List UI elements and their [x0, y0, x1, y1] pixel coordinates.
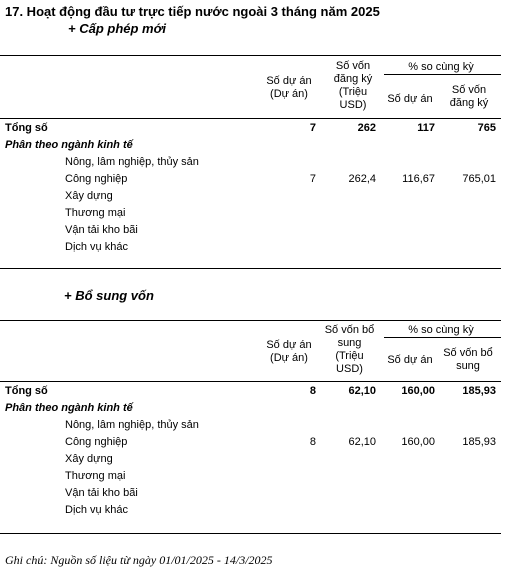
header-bottom-border	[0, 381, 501, 382]
total-label: Tổng số	[5, 122, 48, 134]
header-group-underline	[384, 74, 501, 75]
header-group-underline	[384, 337, 501, 338]
footnote: Ghi chú: Nguồn số liệu từ ngày 01/01/2025 - 14/3/2025	[5, 553, 273, 567]
total-capital: 62,10	[348, 385, 376, 397]
table-top-border	[0, 320, 501, 321]
group-label: Phân theo ngành kinh tế	[5, 139, 133, 151]
header-pct-capital: Số vốn đăng ký	[449, 84, 489, 109]
row-pct-projects: 116,67	[402, 173, 435, 185]
header-pct-group: % so cùng kỳ	[408, 61, 474, 73]
row-label: Nông, lâm nghiệp, thủy sản	[65, 419, 199, 431]
table-top-border	[0, 55, 501, 56]
header-capital: Số vốn bổ sung (Triệu USD)	[324, 324, 375, 375]
row-label: Xây dựng	[65, 190, 113, 202]
section-subtitle-new-license: + Cấp phép mới	[68, 21, 166, 36]
section-subtitle-capital-addition: + Bổ sung vốn	[64, 288, 154, 303]
page-title: 17. Hoạt động đầu tư trực tiếp nước ngoài 3 tháng năm 2025	[5, 4, 380, 19]
table-bottom-border	[0, 268, 501, 269]
row-label: Thương mại	[65, 470, 126, 482]
total-pct-capital: 765	[477, 122, 496, 134]
row-label: Dịch vụ khác	[65, 241, 128, 253]
total-capital: 262	[357, 122, 376, 134]
group-label: Phân theo ngành kinh tế	[5, 402, 133, 414]
table-bottom-border	[0, 533, 501, 534]
row-capital: 62,10	[348, 436, 376, 448]
total-pct-capital: 185,93	[462, 385, 496, 397]
row-projects: 7	[309, 173, 316, 185]
header-projects: Số dự án (Dự án)	[266, 339, 312, 364]
total-label: Tổng số	[5, 385, 48, 397]
row-label: Nông, lâm nghiệp, thủy sản	[65, 156, 199, 168]
header-pct-projects: Số dự án	[387, 93, 433, 105]
row-label: Công nghiệp	[65, 173, 128, 185]
header-pct-group: % so cùng kỳ	[408, 324, 474, 336]
row-label: Công nghiệp	[65, 436, 128, 448]
total-pct-projects: 160,00	[401, 385, 435, 397]
row-pct-projects: 160,00	[401, 436, 435, 448]
row-pct-capital: 765,01	[462, 173, 496, 185]
row-projects: 8	[309, 436, 316, 448]
header-capital: Số vốn đăng ký (Triệu USD)	[333, 60, 373, 111]
row-label: Dịch vụ khác	[65, 504, 128, 516]
row-pct-capital: 185,93	[462, 436, 496, 448]
total-projects: 7	[309, 122, 316, 134]
row-label: Thương mại	[65, 207, 126, 219]
total-pct-projects: 117	[417, 122, 435, 134]
row-label: Xây dựng	[65, 453, 113, 465]
header-bottom-border	[0, 118, 501, 119]
row-label: Vận tải kho bãi	[65, 487, 138, 499]
row-capital: 262,4	[348, 173, 376, 185]
row-label: Vận tải kho bãi	[65, 224, 138, 236]
header-pct-projects: Số dự án	[387, 354, 433, 366]
header-projects: Số dự án (Dự án)	[266, 75, 312, 100]
total-projects: 8	[309, 385, 316, 397]
header-pct-capital: Số vốn bổ sung	[443, 347, 493, 372]
